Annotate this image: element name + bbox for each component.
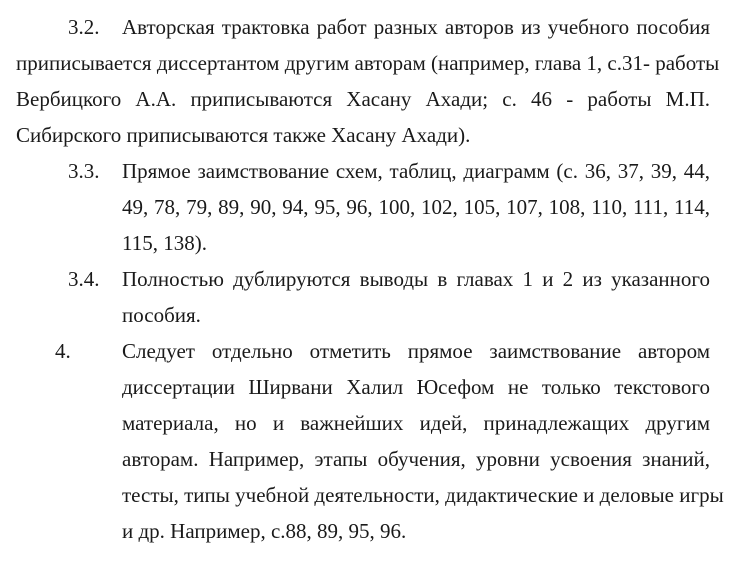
text-line-content: диссертации Ширвани Халил Юсефом не только текстового [122,375,710,399]
text-line [0,153,736,189]
paragraph-number: 3.3. [68,159,100,183]
text-line [0,117,736,153]
text-line-content: приписывается диссертантом другим авторам (например, глава 1, с.31- работы [16,51,720,75]
text-line-content: тесты, типы учебной деятельности, дидактические и деловые игры [122,483,724,507]
text-line [0,189,736,225]
text-line-content: и др. Например, с.88, 89, 95, 96. [122,519,407,543]
text-line-content: Прямое заимствование схем, таблиц, диаграмм (с. 36, 37, 39, 44, [122,159,710,183]
text-line [0,297,736,333]
text-line [0,513,736,549]
text-line [0,369,736,405]
text-line-content: материала, но и важнейших идей, принадлежащих другим [122,411,710,435]
text-line-content: 115, 138). [122,231,207,255]
paragraph-number: 3.2. [68,15,100,39]
text-line [0,477,736,513]
text-line-content: Авторская трактовка работ разных авторов из учебного пособия [122,15,710,39]
text-line [0,81,736,117]
text-line-content: Сибирского приписываются также Хасану Ахади). [16,123,471,147]
text-line-content: Полностью дублируются выводы в главах 1 и 2 из указанного [122,267,710,291]
text-line [0,225,736,261]
text-line [0,333,736,369]
text-line [0,441,736,477]
text-line-content: пособия. [122,303,201,327]
text-line-content: Следует отдельно отметить прямое заимствование автором [122,339,710,363]
text-line [0,405,736,441]
paragraph-number: 4. [55,339,71,363]
text-line [0,261,736,297]
text-line [0,45,736,81]
text-line-content: 49, 78, 79, 89, 90, 94, 95, 96, 100, 102, 105, 107, 108, 110, 111, 114, [122,195,710,219]
text-line-content: авторам. Например, этапы обучения, уровни усвоения знаний, [122,447,710,471]
text-line [0,9,736,45]
paragraph-number: 3.4. [68,267,100,291]
text-line-content: Вербицкого А.А. приписываются Хасану Ахади; с. 46 - работы М.П. [16,87,710,111]
